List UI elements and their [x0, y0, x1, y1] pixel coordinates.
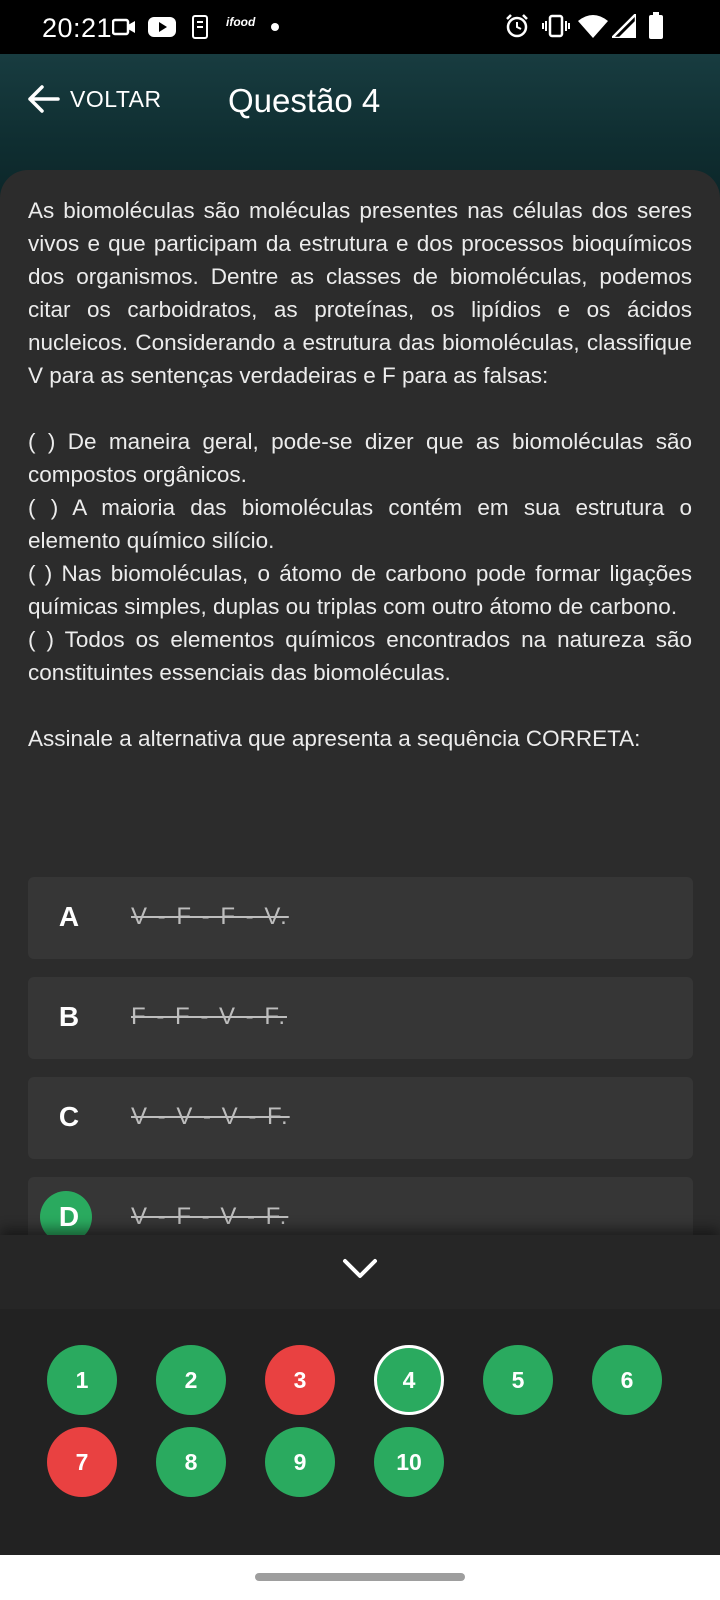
- home-indicator[interactable]: [255, 1573, 465, 1581]
- statement-2: ( ) A maioria das biomoléculas contém em sua estrutura o elemento químico silício.: [28, 495, 692, 553]
- status-time: 20:21: [42, 13, 113, 43]
- video-camera-icon: [112, 17, 136, 37]
- page-title: Questão 4: [228, 82, 381, 119]
- question-nav-1[interactable]: 1: [47, 1345, 117, 1415]
- statement-1: ( ) De maneira geral, pode-se dizer que as biomoléculas são compostos orgânicos.: [28, 429, 692, 487]
- gesture-bar: [0, 1555, 720, 1600]
- youtube-icon: [148, 16, 176, 38]
- question-nav-6[interactable]: 6: [592, 1345, 662, 1415]
- statement-4: ( ) Todos os elementos químicos encontrados na natureza são constituintes essenciais das biomoléculas.: [28, 627, 692, 685]
- option-text: F - F - V - F.: [131, 1003, 287, 1030]
- question-nav-2[interactable]: 2: [156, 1345, 226, 1415]
- dot-icon: [270, 22, 280, 32]
- back-label: VOLTAR: [70, 85, 162, 112]
- question-nav-3[interactable]: 3: [265, 1345, 335, 1415]
- chevron-down-icon: [342, 1257, 378, 1281]
- option-text: V - F - F - V.: [131, 903, 289, 930]
- statement-3: ( ) Nas biomoléculas, o átomo de carbono pode formar ligações químicas simples, duplas ou triplas com outro átomo de carbono.: [28, 561, 692, 619]
- question-nav-7[interactable]: 7: [47, 1427, 117, 1497]
- alarm-icon: [504, 13, 530, 39]
- option-text: V - F - V - F.: [131, 1203, 289, 1230]
- vibrate-icon: [542, 14, 570, 38]
- option-letter: A: [58, 901, 80, 932]
- question-nav-4[interactable]: 4: [374, 1345, 444, 1415]
- question-nav-5[interactable]: 5: [483, 1345, 553, 1415]
- arrow-left-icon: [26, 84, 60, 114]
- collapse-panel-button[interactable]: [0, 1235, 720, 1309]
- option-letter: D: [58, 1201, 80, 1232]
- back-button[interactable]: [26, 84, 162, 114]
- question-navigator: [0, 1309, 720, 1555]
- question-nav-8[interactable]: 8: [156, 1427, 226, 1497]
- question-card: [0, 170, 720, 1240]
- question-text: [28, 194, 692, 755]
- question-prompt: Assinale a alternativa que apresenta a sequência CORRETA:: [28, 726, 641, 751]
- option-a[interactable]: [28, 877, 693, 959]
- option-text: V - V - V - F.: [131, 1103, 290, 1130]
- question-nav-9[interactable]: 9: [265, 1427, 335, 1497]
- question-nav-10[interactable]: 10: [374, 1427, 444, 1497]
- wifi-icon: [578, 14, 608, 38]
- option-c[interactable]: [28, 1077, 693, 1159]
- phone-storage-icon: [192, 15, 208, 39]
- option-letter: C: [58, 1101, 80, 1132]
- ifood-icon: ifood: [226, 15, 256, 29]
- option-letter: B: [58, 1001, 80, 1032]
- option-b[interactable]: [28, 977, 693, 1059]
- option-d[interactable]: [28, 1177, 693, 1240]
- signal-icon: [612, 14, 636, 38]
- battery-icon: [648, 12, 664, 40]
- question-intro: As biomoléculas são moléculas presentes nas células dos seres vivos e que participam da estrutura e dos processos bioquímicos dos organismos. Dentre as classes de biomoléculas, podemos citar os carboidratos, as proteínas, os lipídios e os ácidos nucleicos. Considerando a estrutura das biomoléculas, classifique V para as sentenças verdadeiras e F para as falsas:: [28, 198, 692, 388]
- status-bar: [0, 0, 720, 54]
